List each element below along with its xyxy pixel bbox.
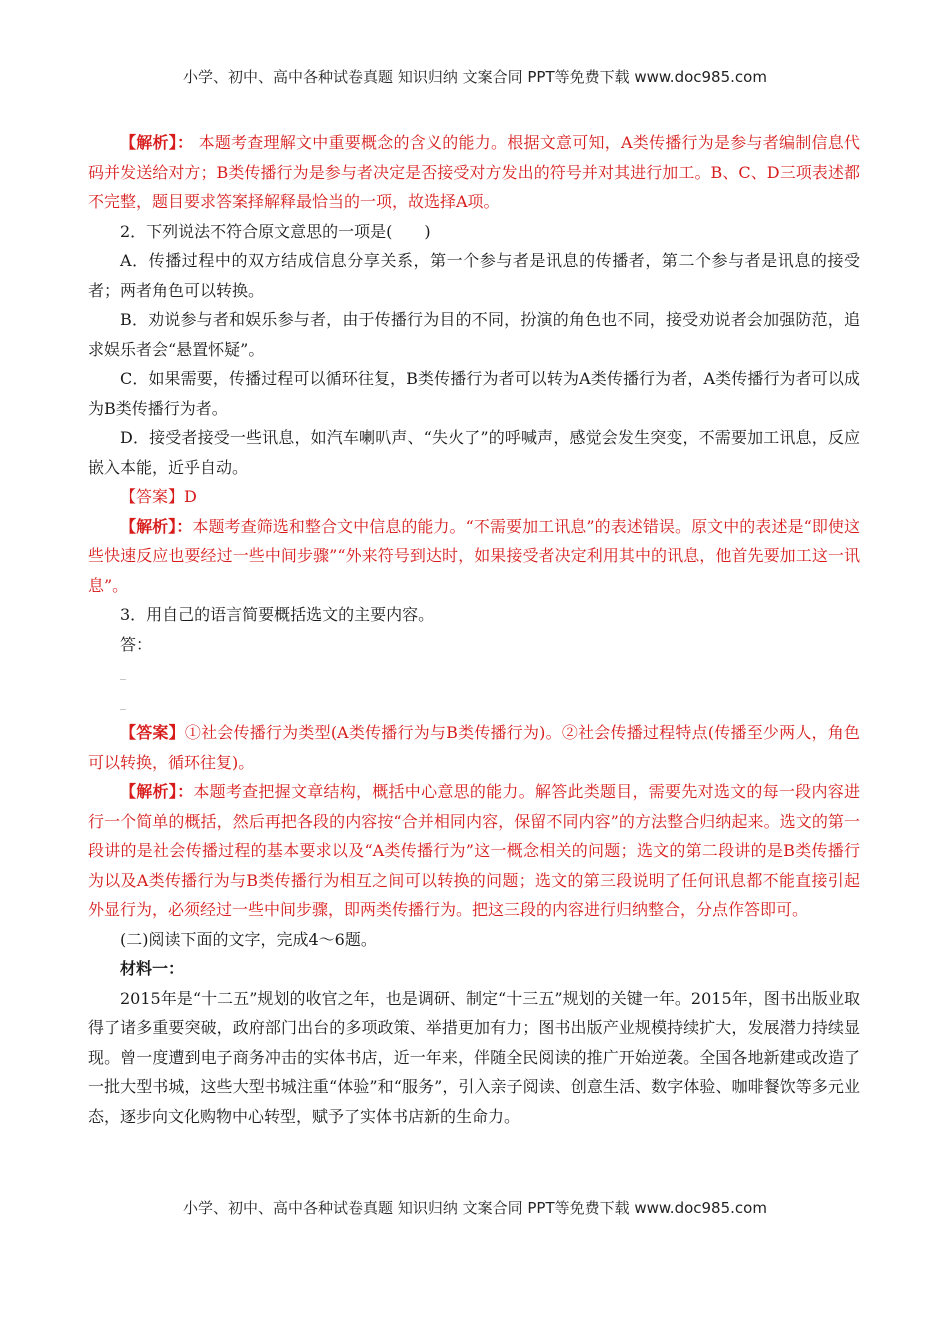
analysis-label: 【解析】： xyxy=(120,782,194,801)
q2-stem: 2．下列说法不符合原文意思的一项是( ) xyxy=(120,221,431,241)
q3-answer-prompt: 答： xyxy=(120,634,153,654)
analysis-text: 本题考查理解文中重要概念的含义的能力。根据文意可知，A类传播行为是参与者编制信息代码并发送给对方；B类传播行为是参与者决定是否接受对方发出的符号并对其进行加工。B、C、D三项表述都不完整，题目要求答案择解释最恰当的一项，故选择A项。 xyxy=(88,133,860,211)
section-intro: (二)阅读下面的文字，完成4～6题。 xyxy=(120,929,377,949)
q2-analysis xyxy=(88,512,860,601)
q2-option-d: D．接受者接受一些讯息，如汽车喇叭声、“失火了”的呼喊声，感觉会发生突变，不需要加工讯息，反应嵌入本能，近乎自动。 xyxy=(88,428,860,477)
q3-analysis xyxy=(88,777,860,925)
answer-blank-line: _ xyxy=(120,666,126,680)
q1-analysis xyxy=(88,128,860,217)
answer-label: 【答案】 xyxy=(120,723,185,742)
q2-option-b: B．劝说参与者和娱乐参与者，由于传播行为目的不同，扮演的角色也不同，接受劝说者会加强防范，追求娱乐者会“悬置怀疑”。 xyxy=(88,310,860,359)
analysis-text: 本题考查筛选和整合文中信息的能力。“不需要加工讯息”的表述错误。原文中的表述是“即使这些快速反应也要经过一些中间步骤”“外来符号到达时，如果接受者决定利用其中的讯息，他首先要加工这一讯息”。 xyxy=(88,516,860,595)
answer-text: ①社会传播行为类型(A类传播行为与B类传播行为)。②社会传播过程特点(传播至少两人，角色可以转换，循环往复)。 xyxy=(88,723,860,772)
analysis-text: 本题考查把握文章结构，概括中心意思的能力。解答此类题目，需要先对选文的每一段内容进行一个简单的概括，然后再把各段的内容按“合并相同内容，保留不同内容”的方法整合归纳起来。选文的第一段讲的是社会传播过程的基本要求以及“A类传播行为”这一概念相关的问题；选文的第二段讲的是B类传播行为以及A类传播行为与B类传播行为相互之间可以转换的问题；选文的第三段说明了任何讯息都不能直接引起外显行为，必须经过一些中间步骤，即两类传播行为。把这三段的内容进行归纳整合，分点作答即可。 xyxy=(88,782,860,919)
material-label: 材料一： xyxy=(120,959,185,978)
analysis-label: 【解析】： xyxy=(120,516,193,536)
answer-blank-line: _ xyxy=(120,695,126,710)
q2-option-a: A．传播过程中的双方结成信息分享关系，第一个参与者是讯息的传播者，第二个参与者是讯息的接受者；两者角色可以转换。 xyxy=(88,251,860,300)
page-header: 小学、初中、高中各种试卷真题 知识归纳 文案合同 PPT等免费下载 www.doc985.com xyxy=(183,68,767,86)
page-footer: 小学、初中、高中各种试卷真题 知识归纳 文案合同 PPT等免费下载 www.doc985.com xyxy=(183,1199,767,1217)
q3-answer xyxy=(88,718,860,777)
document-body xyxy=(88,128,860,1131)
q2-option-c: C．如果需要，传播过程可以循环往复，B类传播行为者可以转为A类传播行为者，A类传播行为者可以成为B类传播行为者。 xyxy=(88,369,860,418)
material-text: 2015年是“十二五”规划的收官之年，也是调研、制定“十三五”规划的关键一年。2015年，图书出版业取得了诸多重要突破，政府部门出台的多项政策、举措更加有力；图书出版产业规模持续扩大，发展潜力持续显现。曾一度遭到电子商务冲击的实体书店，近一年来，伴随全民阅读的推广开始逆袭。全国各地新建或改造了一批大型书城，这些大型书城注重“体验”和“服务”，引入亲子阅读、创意生活、数字体验、咖啡餐饮等多元业态，逐步向文化购物中心转型，赋予了实体书店新的生命力。 xyxy=(88,988,860,1126)
analysis-label: 【解析】： xyxy=(120,133,194,152)
q3-stem: 3．用自己的语言简要概括选文的主要内容。 xyxy=(120,605,435,624)
q2-answer: 【答案】D xyxy=(120,487,197,506)
